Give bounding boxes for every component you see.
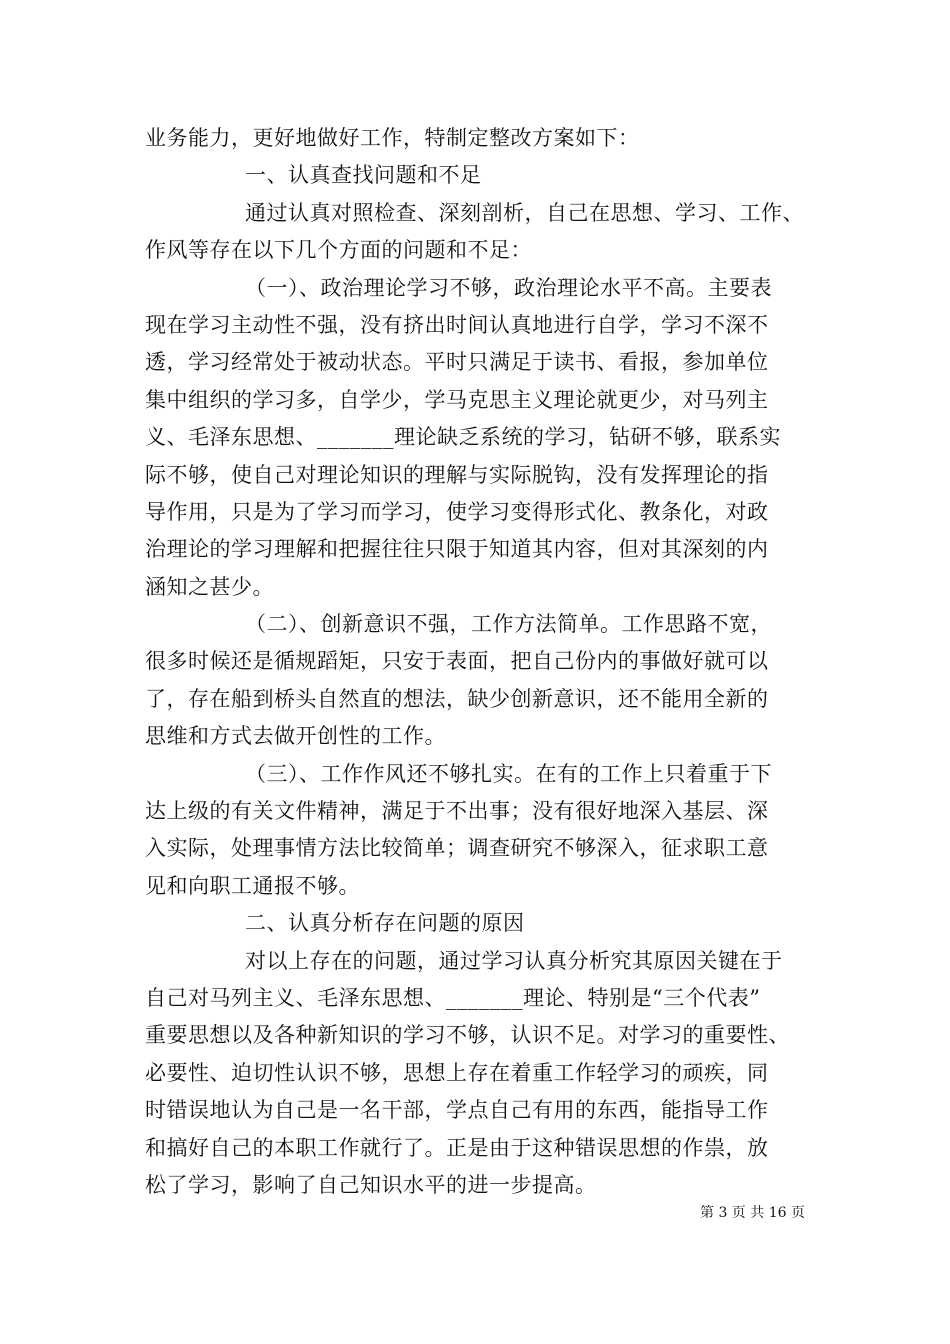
paragraph-line: 二、认真分析存在问题的原因 [245,911,525,936]
paragraph-line: 业务能力，更好地做好工作，特制定整改方案如下： [145,126,640,150]
paragraph-line: 松了学习，影响了自己知识水平的进一步提高。 [145,1172,597,1197]
paragraph-line: 义、毛泽东思想、_______理论缺乏系统的学习，钻研不够，联系实 [145,425,781,450]
paragraph-line: （二）、创新意识不强，工作方法简单。工作思路不宽， [245,612,772,637]
paragraph-line: 入实际，处理事情方法比较简单；调查研究不够深入，征求职工意 [145,836,769,861]
paragraph-line: 很多时候还是循规蹈矩，只安于表面，把自己份内的事做好就可以 [145,649,769,674]
paragraph-line: （一）、政治理论学习不够，政治理论水平不高。主要表 [245,275,772,300]
paragraph-line: 了，存在船到桥头自然直的想法，缺少创新意识，还不能用全新的 [145,686,769,711]
paragraph-line: 见和向职工通报不够。 [145,873,360,898]
document-body [145,120,810,1204]
paragraph-line: 集中组织的学习多，自学少，学马克思主义理论就更少，对马列主 [145,387,769,412]
paragraph-line: 对以上存在的问题，通过学习认真分析究其原因关键在于 [245,948,783,973]
paragraph-line: 导作用，只是为了学习而学习，使学习变得形式化、教条化，对政 [145,499,769,524]
paragraph-line: 自己对马列主义、毛泽东思想、_______理论、特别是“三个代表” [145,985,761,1010]
paragraph-line: 作风等存在以下几个方面的问题和不足： [145,238,532,263]
paragraph-line: 现在学习主动性不强，没有挤出时间认真地进行自学，学习不深不 [145,312,769,337]
paragraph-line: 际不够，使自己对理论知识的理解与实际脱钩，没有发挥理论的指 [145,462,769,487]
page-number-footer: 第 3 页 共 16 页 [700,1205,805,1221]
paragraph-line: 通过认真对照检查、深刻剖析，自己在思想、学习、工作、 [245,200,804,225]
paragraph-line: 达上级的有关文件精神，满足于不出事；没有很好地深入基层、深 [145,799,769,824]
paragraph-line: 思维和方式去做开创性的工作。 [145,724,446,749]
paragraph-line: 治理论的学习理解和把握往往只限于知道其内容，但对其深刻的内 [145,537,769,562]
paragraph-line: 透，学习经常处于被动状态。平时只满足于读书、看报，参加单位 [145,350,769,375]
paragraph-line: （三）、工作作风还不够扎实。在有的工作上只着重于下 [245,761,772,786]
paragraph-line: 和搞好自己的本职工作就行了。正是由于这种错误思想的作祟，放 [145,1135,769,1160]
paragraph-line: 一、认真查找问题和不足 [245,163,482,188]
paragraph-line: 时错误地认为自己是一名干部，学点自己有用的东西，能指导工作 [145,1098,769,1123]
paragraph-line: 涵知之甚少。 [145,574,274,599]
paragraph-line: 重要思想以及各种新知识的学习不够，认识不足。对学习的重要性、 [145,1023,790,1048]
paragraph-line: 必要性、迫切性认识不够，思想上存在着重工作轻学习的顽疾，同 [145,1060,769,1085]
